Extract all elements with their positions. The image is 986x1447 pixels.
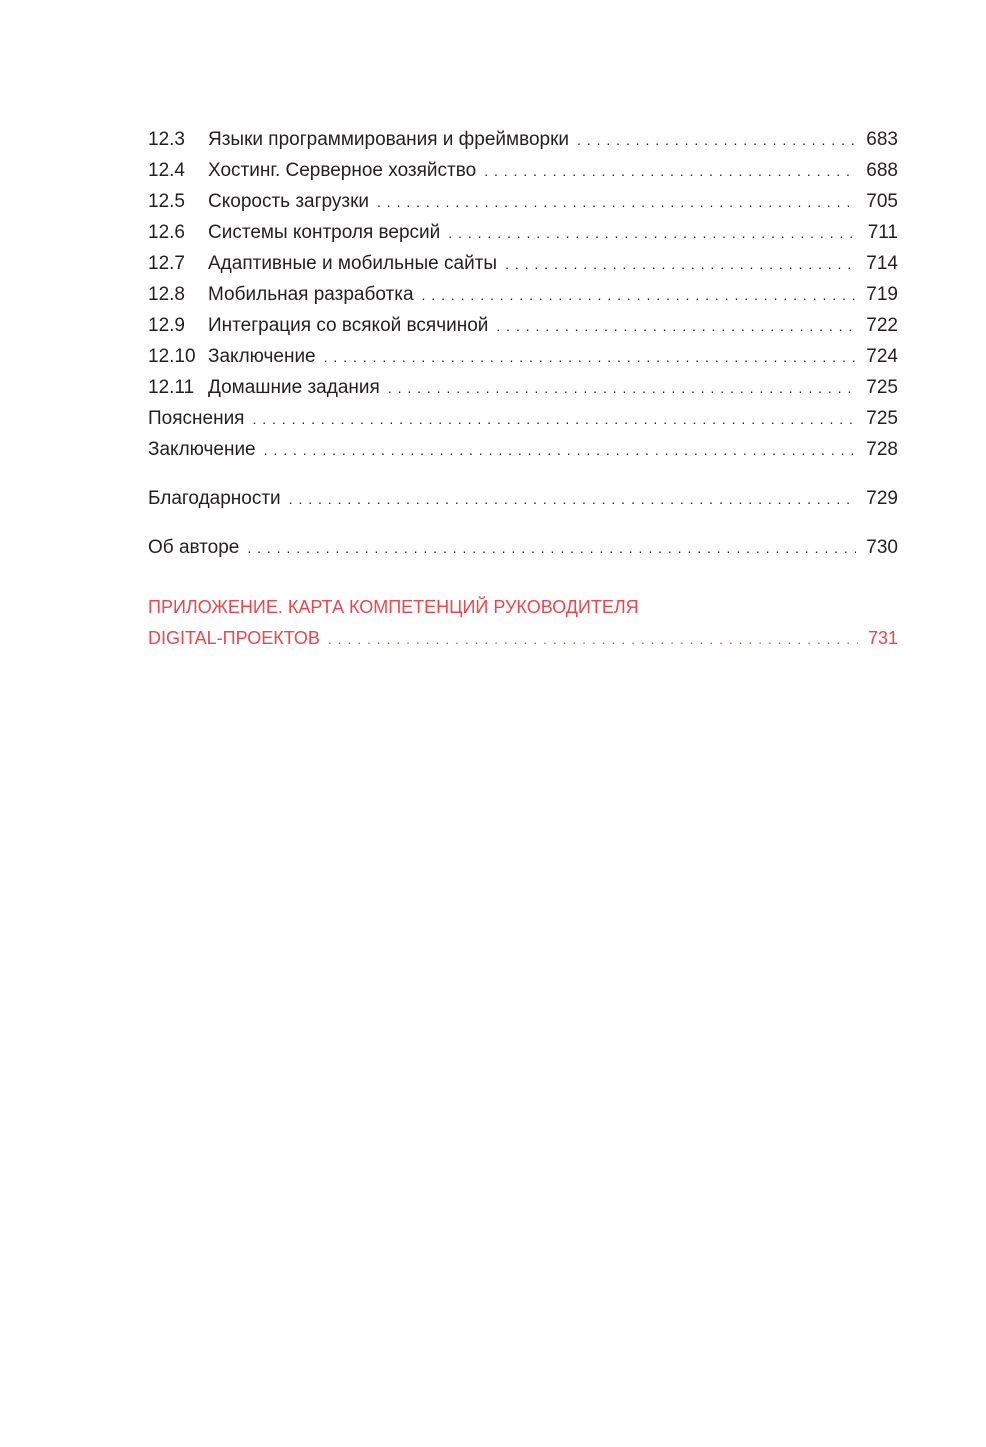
toc-entry (148, 341, 898, 372)
dot-leader (388, 373, 856, 404)
section-title: Системы контроля версий (208, 222, 441, 243)
section-number: 12.7 (148, 253, 185, 274)
section-title: Хостинг. Серверное хозяйство (208, 160, 477, 181)
page-number: 705 (866, 191, 898, 212)
toc-entry (148, 186, 898, 217)
section-number: 12.8 (148, 284, 185, 305)
section-title: Заключение (208, 346, 316, 367)
page-number: 683 (866, 129, 898, 150)
page-number: 714 (866, 253, 898, 274)
acknowledgements-title: Благодарности (148, 488, 281, 509)
dot-leader (324, 342, 857, 373)
page-number: 730 (866, 537, 898, 558)
toc-entry (148, 310, 898, 341)
section-number: 12.6 (148, 222, 185, 243)
toc-entry (148, 217, 898, 248)
page-number: 725 (866, 377, 898, 398)
dot-leader (289, 484, 857, 515)
page-number: 719 (866, 284, 898, 305)
section-number: 12.3 (148, 129, 185, 150)
section-number: 12.5 (148, 191, 185, 212)
toc-entry-notes (148, 403, 898, 434)
section-number: 12.9 (148, 315, 185, 336)
section-title: Скорость загрузки (208, 191, 370, 212)
section-number: 12.10 (148, 346, 196, 367)
page-number: 724 (866, 346, 898, 367)
section-title: Домашние задания (208, 377, 380, 398)
page-number: 731 (867, 628, 898, 648)
section-number: 12.11 (148, 377, 195, 398)
toc-entry (148, 124, 898, 155)
notes-title: Пояснения (148, 408, 245, 429)
appendix-title-row (148, 623, 898, 654)
page-number: 711 (867, 222, 898, 243)
dot-leader (264, 435, 857, 466)
dot-leader (496, 311, 856, 342)
section-title: Адаптивные и мобильные сайты (208, 253, 498, 274)
toc-entry-acknowledgements (148, 483, 898, 514)
toc-entry-conclusion (148, 434, 898, 465)
dot-leader (252, 404, 856, 435)
dot-leader (422, 280, 857, 311)
toc-entry (148, 279, 898, 310)
appendix-title-line1: ПРИЛОЖЕНИЕ. КАРТА КОМПЕТЕНЦИЙ РУКОВОДИТЕЛЯ (148, 597, 639, 617)
page-number: 725 (866, 408, 898, 429)
page-number: 688 (866, 160, 898, 181)
page-number: 722 (866, 315, 898, 336)
dot-leader (484, 156, 856, 187)
conclusion-title: Заключение (148, 439, 256, 460)
dot-leader (448, 218, 857, 249)
toc-entry (148, 155, 898, 186)
toc-entry (148, 372, 898, 403)
section-title: Мобильная разработка (208, 284, 414, 305)
table-of-contents (148, 124, 898, 654)
page-number: 728 (866, 439, 898, 460)
dot-leader (247, 533, 856, 564)
page-number: 729 (866, 488, 898, 509)
section-title: Языки программирования и фреймворки (208, 129, 570, 150)
dot-leader (377, 187, 856, 218)
dot-leader (577, 125, 856, 156)
toc-entry (148, 248, 898, 279)
dot-leader (505, 249, 856, 280)
toc-entry-appendix (148, 592, 898, 654)
section-title: Интеграция со всякой всячиной (208, 315, 489, 336)
appendix-title-line2: DIGITAL-ПРОЕКТОВ (148, 628, 320, 648)
toc-entry-about-author (148, 532, 898, 563)
about-author-title: Об авторе (148, 537, 240, 558)
section-number: 12.4 (148, 160, 185, 181)
dot-leader (328, 624, 858, 655)
